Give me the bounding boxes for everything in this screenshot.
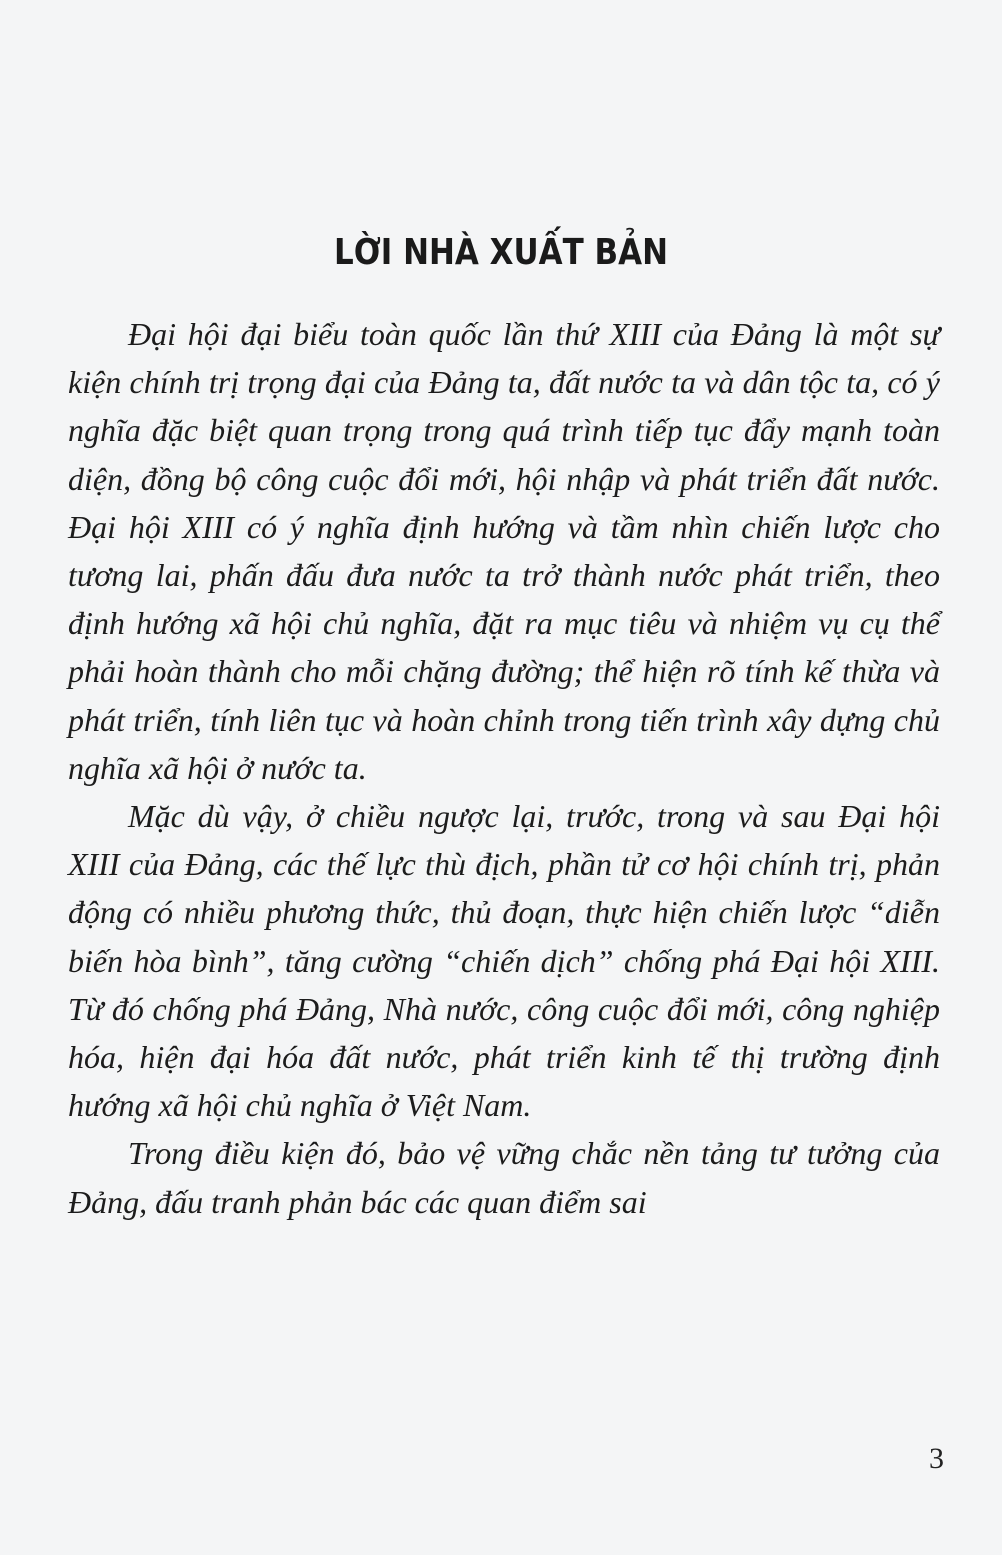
paragraph-1: Đại hội đại biểu toàn quốc lần thứ XIII của Đảng là một sự kiện chính trị trọng đại của Đảng ta, đất nước ta và dân tộc ta, có ý nghĩa đặc biệt quan trọng trong quá trình tiếp tục đẩy mạnh toàn diện, đồng bộ công cuộc đổi mới, hội nhập và phát triển đất nước. Đại hội XIII có ý nghĩa định hướng và tầm nhìn chiến lược cho tương lai, phấn đấu đưa nước ta trở thành nước phát triển, theo định hướng xã hội chủ nghĩa, đặt ra mục tiêu và nhiệm vụ cụ thể phải hoàn thành cho mỗi chặng đường; thể hiện rõ tính kế thừa và phát triển, tính liên tục và hoàn chỉnh trong tiến trình xây dựng chủ nghĩa xã hội ở nước ta. bbox=[68, 316, 940, 786]
paragraph-2: Mặc dù vậy, ở chiều ngược lại, trước, trong và sau Đại hội XIII của Đảng, các thế lực thù địch, phần tử cơ hội chính trị, phản động có nhiều phương thức, thủ đoạn, thực hiện chiến lược “diễn biến hòa bình”, tăng cường “chiến dịch” chống phá Đại hội XIII. Từ đó chống phá Đảng, Nhà nước, công cuộc đổi mới, công nghiệp hóa, hiện đại hóa đất nước, phát triển kinh tế thị trường định hướng xã hội chủ nghĩa ở Việt Nam. bbox=[68, 798, 940, 1124]
body-text bbox=[68, 310, 940, 1226]
page-heading: LỜI NHÀ XUẤT BẢN bbox=[334, 232, 668, 273]
paragraph-3: Trong điều kiện đó, bảo vệ vững chắc nền tảng tư tưởng của Đảng, đấu tranh phản bác các quan điểm sai bbox=[68, 1135, 940, 1220]
page-number: 3 bbox=[929, 1442, 944, 1475]
